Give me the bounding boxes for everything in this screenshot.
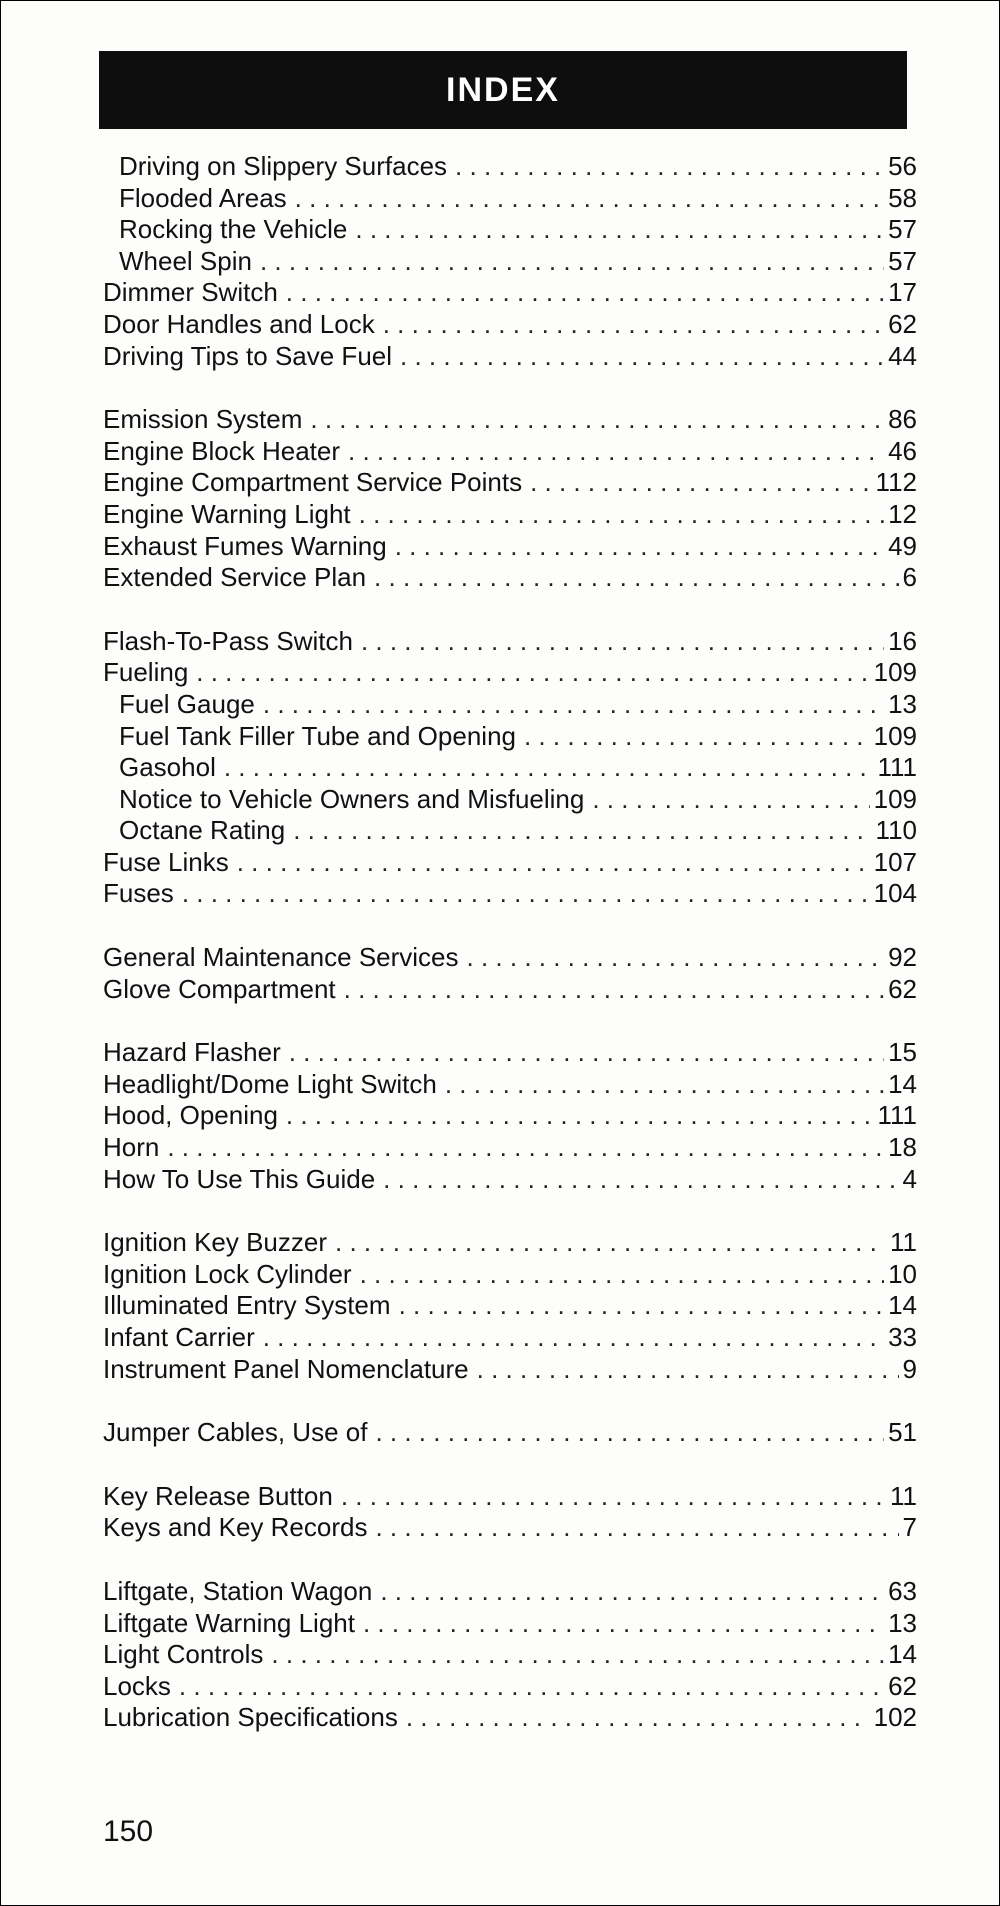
- entry-page-number: 15: [888, 1037, 917, 1068]
- entry-page-number: 46: [888, 435, 917, 466]
- dot-leader: [361, 626, 884, 658]
- entry-label: Infant Carrier: [103, 1322, 255, 1352]
- dot-leader: [355, 214, 884, 246]
- entry-label: Headlight/Dome Light Switch: [103, 1068, 437, 1099]
- entry-page-number: 102: [873, 1702, 917, 1733]
- entry-label: Fueling: [103, 657, 189, 688]
- index-entry: [103, 626, 917, 658]
- entry-page-number: 14: [888, 1068, 917, 1099]
- entry-label: Engine Compartment Service Points: [103, 467, 523, 498]
- entry-page-number: 92: [888, 942, 917, 973]
- entry-label: Liftgate, Station Wagon: [103, 1575, 373, 1606]
- dot-leader: [445, 1069, 884, 1101]
- entry-page-number: 86: [888, 404, 917, 435]
- index-entry: [103, 942, 917, 974]
- dot-leader: [310, 404, 884, 436]
- entry-label: Extended Service Plan: [103, 562, 367, 593]
- dot-leader: [467, 942, 885, 974]
- dot-leader: [182, 878, 870, 910]
- entry-page-number: 56: [888, 151, 917, 181]
- page-number: 150: [103, 1815, 154, 1848]
- dot-leader: [179, 1671, 884, 1703]
- entry-label: General Maintenance Services: [103, 942, 459, 973]
- entry-label: Flooded Areas: [119, 182, 287, 213]
- dot-leader: [263, 689, 884, 721]
- entry-label: Fuses: [103, 878, 174, 909]
- dot-leader: [524, 721, 870, 753]
- dot-leader: [286, 277, 884, 309]
- index-entry: [103, 436, 917, 468]
- entry-page-number: 62: [888, 1670, 917, 1701]
- entry-label: Fuse Links: [103, 846, 229, 877]
- entry-label: Fuel Gauge: [119, 688, 255, 719]
- entry-page-number: 109: [873, 720, 917, 751]
- dot-leader: [237, 847, 870, 879]
- index-subentry: [103, 784, 917, 816]
- entry-page-number: 58: [888, 182, 917, 213]
- index-entry: [103, 1164, 917, 1196]
- index-entry: [103, 1608, 917, 1640]
- index-entry: [103, 341, 917, 373]
- dot-leader: [383, 309, 884, 341]
- entry-page-number: 107: [873, 846, 917, 877]
- entry-label: Driving Tips to Save Fuel: [103, 340, 393, 371]
- index-section: [103, 942, 917, 1005]
- dot-leader: [293, 815, 871, 847]
- index-section: [103, 626, 917, 910]
- dot-leader: [380, 1576, 884, 1608]
- dot-leader: [196, 657, 869, 689]
- dot-leader: [375, 1417, 884, 1449]
- entry-page-number: 111: [877, 752, 917, 783]
- entry-label: Exhaust Fumes Warning: [103, 530, 387, 561]
- dot-leader: [167, 1132, 884, 1164]
- index-entry: [103, 1702, 917, 1734]
- entry-label: Door Handles and Lock: [103, 308, 375, 339]
- dot-leader: [363, 1608, 884, 1640]
- entry-page-number: 44: [888, 340, 917, 371]
- index-entry: [103, 1322, 917, 1354]
- dot-leader: [395, 531, 884, 563]
- entry-page-number: 109: [873, 783, 917, 814]
- dot-leader: [383, 1164, 898, 1196]
- index-entry: [103, 1227, 917, 1259]
- dot-leader: [400, 341, 884, 373]
- entry-page-number: 17: [888, 277, 917, 308]
- entry-page-number: 12: [888, 498, 917, 529]
- entry-page-number: 10: [888, 1258, 917, 1289]
- index-section: [103, 404, 917, 594]
- entry-page-number: 109: [873, 657, 917, 688]
- index-entry: [103, 1132, 917, 1164]
- entry-label: Hood, Opening: [103, 1100, 278, 1131]
- index-entry: [103, 277, 917, 309]
- dot-leader: [341, 1481, 886, 1513]
- entry-page-number: 112: [875, 467, 917, 498]
- index-entry: [103, 1259, 917, 1291]
- index-subentry: [103, 815, 917, 847]
- entry-label: Ignition Key Buzzer: [103, 1227, 328, 1258]
- entry-label: Horn: [103, 1132, 160, 1163]
- index-entry: [103, 1290, 917, 1322]
- entry-page-number: 104: [873, 878, 917, 909]
- entry-page-number: 16: [888, 625, 917, 656]
- index-entry: [103, 309, 917, 341]
- index-list: [103, 151, 917, 1766]
- index-entry: [103, 404, 917, 436]
- index-entry: [103, 1069, 917, 1101]
- dot-leader: [360, 1259, 885, 1291]
- index-entry: [103, 657, 917, 689]
- entry-label: Lubrication Specifications: [103, 1702, 398, 1733]
- entry-label: Driving on Slippery Surfaces: [119, 151, 448, 181]
- index-entry: [103, 1481, 917, 1513]
- entry-page-number: 33: [888, 1322, 917, 1352]
- entry-page-number: 14: [888, 1639, 917, 1670]
- entry-page-number: 18: [888, 1132, 917, 1163]
- index-entry: [103, 1417, 917, 1449]
- entry-label: Light Controls: [103, 1639, 264, 1670]
- entry-page-number: 63: [888, 1575, 917, 1606]
- dot-leader: [335, 1227, 886, 1259]
- entry-label: Rocking the Vehicle: [119, 214, 348, 245]
- entry-label: Fuel Tank Filler Tube and Opening: [119, 720, 516, 751]
- index-entry: [103, 499, 917, 531]
- entry-label: Locks: [103, 1670, 171, 1701]
- entry-page-number: 7: [902, 1512, 917, 1543]
- entry-label: Liftgate Warning Light: [103, 1607, 355, 1638]
- entry-page-number: 11: [890, 1480, 917, 1511]
- index-section: [103, 151, 917, 372]
- entry-label: Illuminated Entry System: [103, 1290, 391, 1321]
- entry-page-number: 51: [888, 1417, 917, 1448]
- entry-page-number: 110: [875, 815, 917, 846]
- index-entry: [103, 1512, 917, 1544]
- entry-label: Dimmer Switch: [103, 277, 278, 308]
- index-entry: [103, 562, 917, 594]
- index-entry: [103, 1037, 917, 1069]
- entry-page-number: 13: [888, 1607, 917, 1638]
- index-subentry: [103, 214, 917, 246]
- dot-leader: [477, 1354, 899, 1386]
- entry-page-number: 9: [902, 1353, 917, 1384]
- index-entry: [103, 1671, 917, 1703]
- page-title: INDEX: [446, 70, 560, 109]
- dot-leader: [344, 974, 884, 1006]
- dot-leader: [375, 1512, 898, 1544]
- index-entry: [103, 1576, 917, 1608]
- dot-leader: [530, 467, 871, 499]
- entry-page-number: 49: [888, 530, 917, 561]
- index-section: [103, 1037, 917, 1195]
- entry-label: Key Release Button: [103, 1480, 333, 1511]
- dot-leader: [592, 784, 869, 816]
- entry-label: Flash-To-Pass Switch: [103, 625, 353, 656]
- entry-label: Glove Compartment: [103, 973, 336, 1004]
- dot-leader: [348, 436, 884, 468]
- entry-label: Octane Rating: [119, 815, 286, 846]
- entry-page-number: 4: [902, 1163, 917, 1194]
- entry-page-number: 62: [888, 973, 917, 1004]
- entry-page-number: 57: [888, 245, 917, 276]
- index-entry: [103, 531, 917, 563]
- index-entry: [103, 1354, 917, 1386]
- entry-page-number: 62: [888, 308, 917, 339]
- entry-label: Hazard Flasher: [103, 1037, 281, 1068]
- index-section: [103, 1417, 917, 1449]
- index-entry: [103, 1639, 917, 1671]
- dot-leader: [289, 1037, 884, 1069]
- entry-page-number: 11: [890, 1227, 917, 1258]
- entry-label: Emission System: [103, 404, 303, 435]
- entry-label: Jumper Cables, Use of: [103, 1417, 368, 1448]
- index-entry: [103, 847, 917, 879]
- entry-label: Engine Warning Light: [103, 498, 351, 529]
- index-subentry: [103, 151, 917, 183]
- entry-page-number: 57: [888, 214, 917, 245]
- index-subentry: [103, 246, 917, 278]
- dot-leader: [455, 151, 884, 183]
- entry-label: How To Use This Guide: [103, 1163, 376, 1194]
- dot-leader: [295, 183, 884, 215]
- index-entry: [103, 1100, 917, 1132]
- entry-label: Keys and Key Records: [103, 1512, 368, 1543]
- entry-label: Instrument Panel Nomenclature: [103, 1353, 469, 1384]
- dot-leader: [359, 499, 884, 531]
- index-section: [103, 1481, 917, 1544]
- entry-page-number: 6: [902, 562, 917, 593]
- dot-leader: [260, 246, 884, 278]
- index-header-banner: [99, 51, 907, 129]
- index-subentry: [103, 752, 917, 784]
- index-entry: [103, 467, 917, 499]
- entry-label: Engine Block Heater: [103, 435, 341, 466]
- dot-leader: [286, 1100, 874, 1132]
- entry-page-number: 14: [888, 1290, 917, 1321]
- entry-page-number: 13: [888, 688, 917, 719]
- index-section: [103, 1227, 917, 1385]
- index-subentry: [103, 689, 917, 721]
- entry-label: Gasohol: [119, 752, 216, 783]
- dot-leader: [271, 1639, 884, 1671]
- dot-leader: [406, 1702, 870, 1734]
- entry-label: Wheel Spin: [119, 245, 252, 276]
- dot-leader: [374, 562, 898, 594]
- dot-leader: [224, 752, 874, 784]
- index-entry: [103, 974, 917, 1006]
- index-section: [103, 1576, 917, 1734]
- dot-leader: [263, 1322, 884, 1354]
- entry-label: Notice to Vehicle Owners and Misfueling: [119, 783, 585, 814]
- index-subentry: [103, 183, 917, 215]
- dot-leader: [399, 1290, 885, 1322]
- index-entry: [103, 878, 917, 910]
- entry-label: Ignition Lock Cylinder: [103, 1258, 352, 1289]
- index-subentry: [103, 721, 917, 753]
- entry-page-number: 111: [877, 1100, 917, 1131]
